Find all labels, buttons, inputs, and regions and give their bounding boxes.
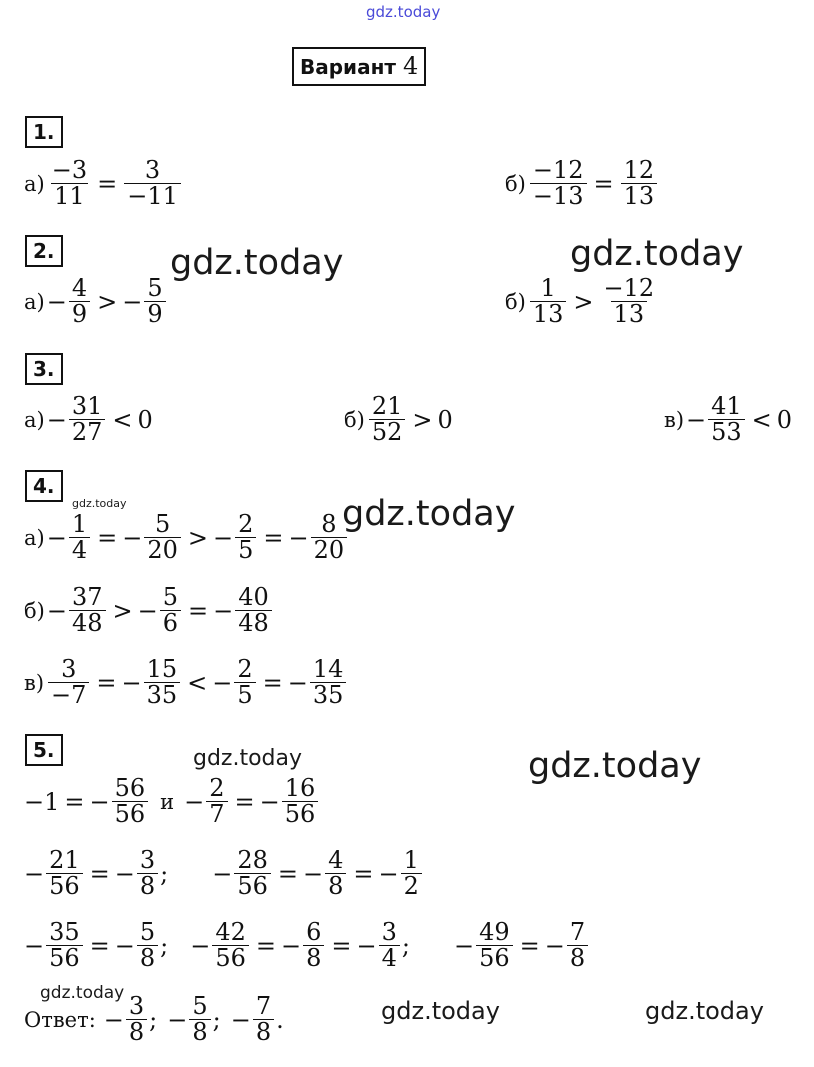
numerator: 2 (209, 774, 225, 802)
watermark: gdz.today (570, 234, 744, 274)
denominator: 56 (46, 945, 83, 971)
denominator: −11 (124, 183, 181, 209)
numerator: 4 (328, 846, 344, 874)
denominator: 4 (69, 537, 90, 563)
numerator: 3 (128, 992, 145, 1020)
label-a: а) (24, 171, 45, 196)
numerator: 12 (623, 156, 655, 184)
fraction (253, 994, 274, 1045)
label-b: б) (505, 289, 526, 314)
variant-title (292, 47, 426, 86)
denominator: 8 (303, 945, 324, 971)
fraction (112, 776, 149, 827)
variant-title-word: Вариант (300, 55, 396, 79)
watermark: gdz.today (170, 243, 344, 283)
fraction (234, 657, 255, 708)
denominator: 48 (69, 610, 106, 636)
denominator: 9 (144, 301, 165, 327)
task5-line2: − $\frac{21}{56}$ = − $\frac{3}{8}$ ; − $\frac{28}{56}$ = − $\frac{4}{8}$ = − $\frac{1}{2}$ (24, 848, 424, 899)
fraction (126, 994, 147, 1045)
fraction (369, 394, 406, 445)
task4-b: б) − $\frac{37}{48}$ > − $\frac{5}{6}$ = − $\frac{40}{48}$ (24, 585, 274, 636)
denominator: 8 (126, 1019, 147, 1045)
denominator: 35 (144, 682, 181, 708)
fraction (69, 512, 90, 563)
task3-b: б) $\frac{21}{52}$ > 0 (344, 392, 453, 447)
rhs-value: 0 (437, 405, 453, 434)
fraction (601, 276, 658, 327)
label-b: б) (24, 598, 45, 623)
watermark-top: gdz.today (366, 3, 441, 21)
denominator: 8 (189, 1019, 210, 1045)
denominator: 8 (137, 873, 158, 899)
numerator: 3 (61, 655, 77, 683)
fraction (49, 158, 90, 209)
fraction (212, 920, 249, 971)
fraction (48, 657, 89, 708)
watermark: gdz.today (381, 997, 500, 1025)
fraction (311, 512, 348, 563)
fraction (234, 848, 271, 899)
fraction (69, 585, 106, 636)
numerator: 56 (114, 774, 146, 802)
denominator: 8 (137, 945, 158, 971)
watermark: gdz.today (528, 746, 702, 786)
numerator: 5 (139, 918, 156, 946)
numerator: 1 (540, 274, 556, 302)
fraction (189, 994, 210, 1045)
numerator: 5 (147, 274, 163, 302)
numerator: 3 (381, 918, 397, 946)
numerator: 5 (192, 992, 208, 1020)
fraction (137, 920, 158, 971)
fraction (160, 585, 181, 636)
numerator: 21 (49, 846, 80, 874)
denominator: 5 (235, 537, 256, 563)
denominator: 48 (235, 610, 272, 636)
fraction (69, 394, 106, 445)
fraction (144, 512, 181, 563)
fraction (379, 920, 400, 971)
numerator: 3 (144, 156, 161, 184)
label-a: а) (24, 289, 45, 314)
denominator: 56 (476, 945, 513, 971)
watermark: gdz.today (193, 746, 303, 771)
fraction (137, 848, 158, 899)
task-number-3: 3. (25, 353, 63, 385)
denominator: 8 (253, 1019, 274, 1045)
fraction (303, 920, 324, 971)
denominator: 9 (69, 301, 90, 327)
numerator: 2 (238, 510, 254, 538)
numerator: 49 (479, 918, 510, 946)
numerator: −12 (532, 156, 584, 184)
task-number-2: 2. (25, 235, 63, 267)
fraction (69, 276, 90, 327)
denominator: 2 (401, 873, 422, 899)
label-v: в) (664, 407, 685, 432)
denominator: 35 (310, 682, 347, 708)
fraction (310, 657, 347, 708)
denominator: 56 (212, 945, 249, 971)
fraction (144, 657, 181, 708)
task4-v: в) $\frac{3}{-7}$ = − $\frac{15}{35}$ < − $\frac{2}{5}$ = − $\frac{14}{35}$ (24, 657, 348, 708)
denominator: 56 (46, 873, 83, 899)
conjunction: и (160, 789, 175, 814)
numerator: 1 (403, 846, 419, 874)
numerator: 31 (71, 392, 103, 420)
variant-title-number: 4 (402, 52, 419, 80)
task1-a: а) $\frac{-3}{11}$ = $\frac{3}{-11}$ (24, 158, 183, 209)
fraction (476, 920, 513, 971)
denominator: −7 (48, 682, 89, 708)
fraction (530, 158, 587, 209)
task2-b: б) $\frac{1}{13}$ > $\frac{-12}{13}$ (505, 276, 659, 327)
task-number-4: 4. (25, 470, 63, 502)
denominator: 13 (611, 301, 648, 327)
numerator: 5 (154, 510, 171, 538)
numerator: 40 (238, 583, 269, 611)
task2-a: а) − $\frac{4}{9}$ > − $\frac{5}{9}$ (24, 276, 168, 327)
numerator: 42 (215, 918, 246, 946)
denominator: 20 (311, 537, 348, 563)
numerator: 8 (321, 510, 337, 538)
numerator: 21 (371, 392, 403, 420)
fraction (235, 512, 256, 563)
numerator: −12 (603, 274, 655, 302)
numerator: −3 (51, 156, 88, 184)
numerator: 16 (284, 774, 316, 802)
denominator: 11 (51, 183, 88, 209)
numerator: 14 (312, 655, 344, 683)
denominator: 20 (144, 537, 181, 563)
label-v: в) (24, 670, 45, 695)
task5-answer: Ответ: − $\frac{3}{8}$ ; − $\frac{5}{8}$ ; − $\frac{7}{8}$ . (24, 992, 284, 1047)
numerator: 1 (71, 510, 88, 538)
label-a: а) (24, 525, 45, 550)
task-number-5: 5. (25, 734, 63, 766)
denominator: −13 (530, 183, 587, 209)
numerator: 37 (71, 583, 103, 611)
numerator: 28 (237, 846, 268, 874)
numerator: 7 (255, 992, 272, 1020)
rhs-value: 0 (137, 405, 153, 434)
numerator: 7 (569, 918, 586, 946)
numerator: 15 (146, 655, 178, 683)
fraction (567, 920, 588, 971)
answer-label: Ответ: (24, 1007, 96, 1032)
task3-v: в) − $\frac{41}{53}$ < 0 (664, 392, 793, 447)
denominator: 8 (325, 873, 346, 899)
fraction (144, 276, 165, 327)
fraction (325, 848, 346, 899)
numerator: 2 (237, 655, 253, 683)
task5-line1: −1 = − $\frac{56}{56}$ и − $\frac{2}{7}$ = − $\frac{16}{56}$ (24, 776, 320, 827)
lead-value: −1 (24, 787, 60, 816)
denominator: 13 (530, 301, 567, 327)
fraction (46, 848, 83, 899)
denominator: 52 (369, 419, 406, 445)
watermark: gdz.today (72, 497, 127, 510)
fraction (206, 776, 227, 827)
denominator: 53 (708, 419, 745, 445)
watermark: gdz.today (40, 983, 125, 1003)
numerator: 35 (49, 918, 80, 946)
denominator: 56 (282, 801, 319, 827)
fraction (530, 276, 567, 327)
denominator: 8 (567, 945, 588, 971)
label-a: а) (24, 407, 45, 432)
denominator: 5 (234, 682, 255, 708)
task4-a: а) − $\frac{1}{4}$ = − $\frac{5}{20}$ > − $\frac{2}{5}$ = − $\frac{8}{20}$ (24, 512, 349, 563)
task1-b: б) $\frac{-12}{-13}$ = $\frac{12}{13}$ (505, 158, 659, 209)
numerator: 5 (162, 583, 178, 611)
numerator: 3 (139, 846, 156, 874)
watermark: gdz.today (342, 494, 516, 534)
denominator: 6 (160, 610, 181, 636)
denominator: 4 (379, 945, 400, 971)
label-b: б) (505, 171, 526, 196)
fraction (235, 585, 272, 636)
numerator: 41 (711, 392, 742, 420)
numerator: 4 (71, 274, 88, 302)
numerator: 6 (306, 918, 322, 946)
fraction (46, 920, 83, 971)
fraction (621, 158, 658, 209)
fraction (401, 848, 422, 899)
fraction (708, 394, 745, 445)
watermark: gdz.today (645, 997, 764, 1025)
task5-line3: − $\frac{35}{56}$ = − $\frac{5}{8}$ ; − $\frac{42}{56}$ = − $\frac{6}{8}$ = − $\frac{3}{4}$ ; − $\frac{49}{56}$ = − $\frac{7}{8}$ (24, 920, 590, 971)
denominator: 56 (234, 873, 271, 899)
label-b: б) (344, 407, 365, 432)
rhs-value: 0 (776, 405, 793, 434)
denominator: 13 (621, 183, 658, 209)
denominator: 27 (69, 419, 106, 445)
fraction (124, 158, 181, 209)
denominator: 56 (112, 801, 149, 827)
task3-a: а) − $\frac{31}{27}$ < 0 (24, 392, 153, 447)
task-number-1: 1. (25, 116, 63, 148)
denominator: 7 (206, 801, 227, 827)
fraction (282, 776, 319, 827)
